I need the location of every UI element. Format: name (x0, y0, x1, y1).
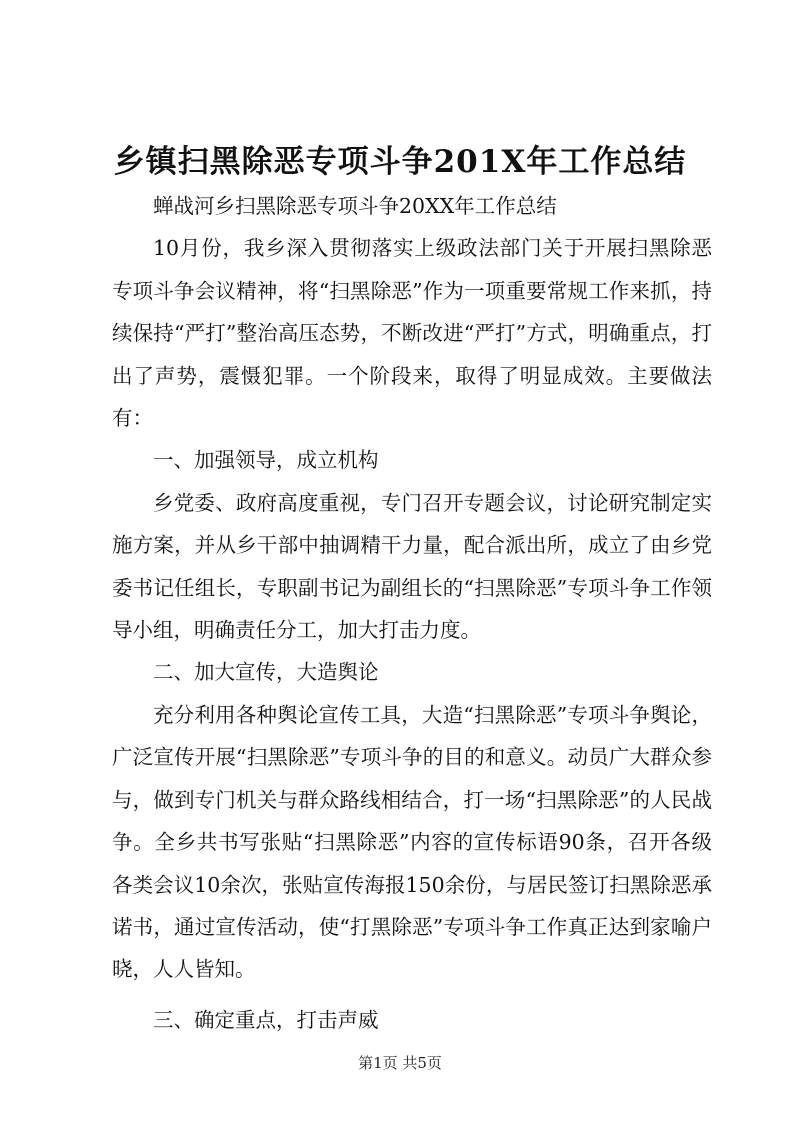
document-subtitle: 蝉战河乡扫黑除恶专项斗争20XX年工作总结 (153, 194, 557, 218)
section-2-paragraph: 充分利用各种舆论宣传工具，大造“扫黑除恶”专项斗争舆论，广泛宣传开展“扫黑除恶”专项斗争的目的和意义。动员广大群众参与，做到专门机关与群众路线相结合，打一场“扫黑除恶”的人民战争。全乡共书写张贴“扫黑除恶”内容的宣传标语90条，召开各级各类会议10余次，张贴宣传海报150余份，与居民签订扫黑除恶承诺书，通过宣传活动，使“打黑除恶”专项斗争工作真正达到家喻户晓，人人皆知。 (112, 702, 712, 982)
section-1-heading: 一、加强领导，成立机构 (153, 448, 379, 473)
intro-paragraph: 10月份，我乡深入贯彻落实上级政法部门关于开展扫黑除恶专项斗争会议精神，将“扫黑除恶”作为一项重要常规工作来抓，持续保持“严打”整治高压态势，不断改进“严打”方式，明确重点，打出了声势，震慑犯罪。一个阶段来，取得了明显成效。主要做法有： (112, 236, 712, 431)
page-footer: 第1页 共5页 (358, 1054, 442, 1072)
section-1-paragraph: 乡党委、政府高度重视，专门召开专题会议，讨论研究制定实施方案，并从乡干部中抽调精干力量，配合派出所，成立了由乡党委书记任组长，专职副书记为副组长的“扫黑除恶”专项斗争工作领导小组，明确责任分工，加大打击力度。 (112, 490, 712, 643)
document-body (112, 185, 712, 1041)
section-2-heading: 二、加大宣传，大造舆论 (153, 660, 379, 685)
section-3-heading: 三、确定重点，打击声威 (153, 1007, 379, 1032)
document-title: 乡镇扫黑除恶专项斗争201X年工作总结 (113, 144, 687, 180)
section-spacer (112, 991, 712, 999)
